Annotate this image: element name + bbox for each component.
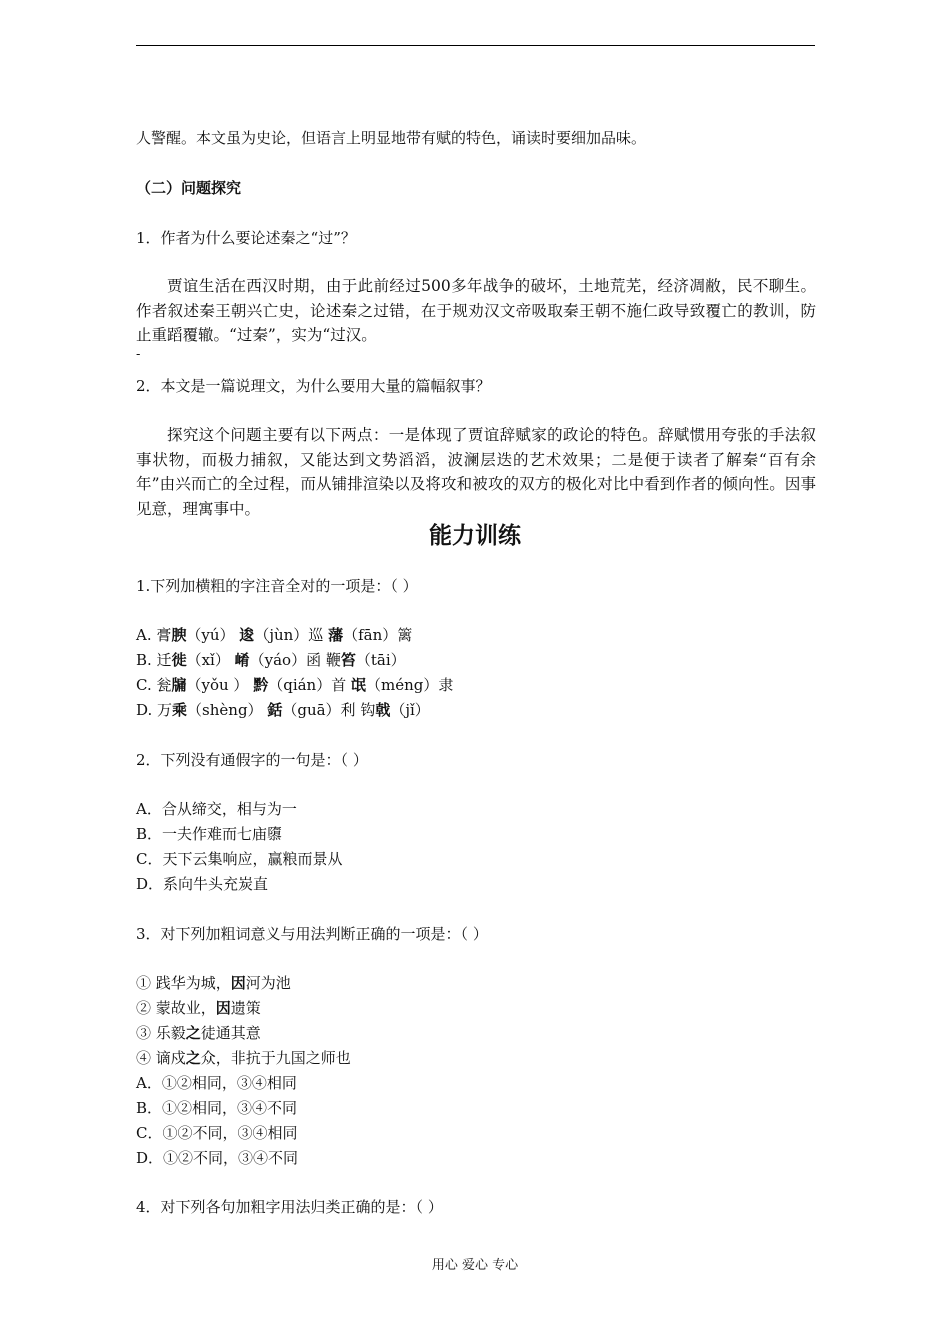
exercise-2-option-a: A．合从缔交，相与为一 [136, 800, 297, 818]
exercise-1-option-a: A. 膏腴（yú） 逡（jùn）巡 藩（fān）篱 [136, 626, 413, 644]
exercise-3-option-d: D．①②不同，③④不同 [136, 1149, 299, 1167]
exercise-3-item-3: ③ 乐毅之徒通其意 [136, 1024, 261, 1042]
exercise-3-option-b: B．①②相同，③④不同 [136, 1099, 298, 1117]
exercise-1-option-c: C. 瓮牖（yǒu ） 黔（qián）首 氓（méng）隶 [136, 676, 454, 694]
exercise-3-item-1: ① 践华为城，因河为池 [136, 974, 291, 992]
heading-ability-training: 能力训练 [429, 523, 521, 549]
question-2: 2．本文是一篇说理文，为什么要用大量的篇幅叙事？ [136, 377, 491, 395]
dash-mark: - [136, 347, 141, 362]
exercise-3-item-2: ② 蒙故业，因遗策 [136, 999, 261, 1017]
answer-1: 贾谊生活在西汉时期，由于此前经过500多年战争的破坏，土地荒芜，经济凋敝，民不聊生。作者叙述秦王朝兴亡史，论述秦之过错，在于规劝汉文帝吸取秦王朝不施仁政导致覆亡的教训，防止重蹈覆辙。“过秦”，实为“过汉。 [136, 277, 816, 344]
exercise-1-option-b: B. 迁徙（xǐ） 崤（yáo）函 鞭笞（tāi） [136, 651, 406, 669]
header-rule [136, 45, 815, 46]
exercise-2-option-b: B．一夫作难而七庙隳 [136, 825, 283, 843]
exercise-1-question: 1.下列加横粗的字注音全对的一项是：（ ） [136, 577, 418, 595]
answer-2: 探究这个问题主要有以下两点：一是体现了贾谊辞赋家的政论的特色。辞赋惯用夸张的手法叙事状物，而极力捕叙，又能达到文势滔滔，波澜层迭的艺术效果；二是便于读者了解秦“百有余年”由兴而亡的全过程，而从铺排渲染以及将攻和被攻的双方的极化对比中看到作者的倾向性。因事见意，理寓事中。 [136, 426, 816, 518]
exercise-2-question: 2．下列没有通假字的一句是：（ ） [136, 751, 368, 769]
page-footer: 用心 爱心 专心 [431, 1258, 519, 1273]
exercise-3-option-a: A．①②相同，③④相同 [136, 1074, 297, 1092]
question-1: 1．作者为什么要论述秦之“过”？ [136, 229, 356, 247]
exercise-1-option-d: D. 万乘（shèng） 銛（guā）利 钩戟（jǐ） [136, 701, 430, 719]
exercise-3-option-c: C．①②不同，③④相同 [136, 1124, 298, 1142]
section-title: （二）问题探究 [136, 179, 242, 197]
exercise-2-option-c: C．天下云集响应，赢粮而景从 [136, 850, 343, 868]
intro-tail-text: 人警醒。本文虽为史论，但语言上明显地带有赋的特色，诵读时要细加品味。 [136, 129, 647, 147]
exercise-3-question: 3．对下列加粗词意义与用法判断正确的一项是：（ ） [136, 925, 488, 943]
exercise-4-question: 4．对下列各句加粗字用法归类正确的是：（ ） [136, 1198, 443, 1216]
exercise-2-option-d: D．系向牛头充炭直 [136, 875, 269, 893]
exercise-3-item-4: ④ 谪戍之众，非抗于九国之师也 [136, 1049, 351, 1067]
